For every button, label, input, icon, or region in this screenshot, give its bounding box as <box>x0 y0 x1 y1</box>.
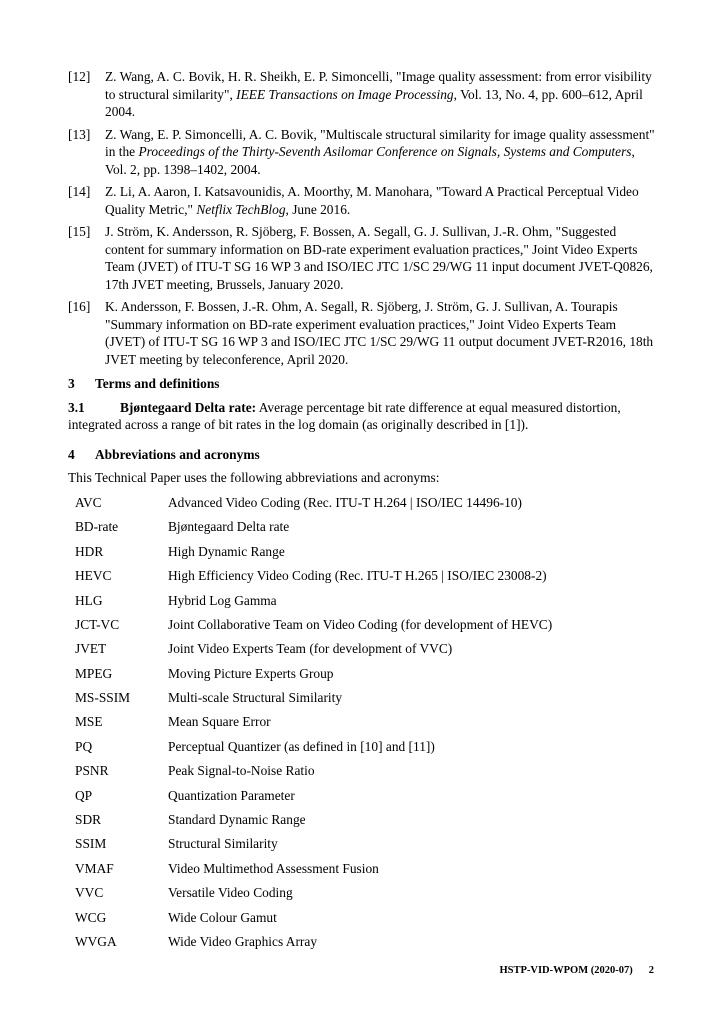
reference-number: [12] <box>68 69 91 84</box>
reference-text-main: Z. Li, A. Aaron, I. Katsavounidis, A. Moorthy, M. Manohara, "Toward A Practical Perceptual Video Quality Metric," <box>105 184 639 217</box>
abbreviations-intro: This Technical Paper uses the following abbreviations and acronyms: <box>68 470 440 485</box>
abbreviation-description: Peak Signal-to-Noise Ratio <box>168 763 315 779</box>
abbreviation-description: Standard Dynamic Range <box>168 812 306 828</box>
footer-page-number: 2 <box>648 965 654 976</box>
abbreviation-term: VVC <box>75 885 104 901</box>
abbreviation-term: MPEG <box>75 665 113 681</box>
page-footer <box>400 965 654 976</box>
abbreviation-row <box>68 612 552 636</box>
footer-doc-id: HSTP-VID-WPOM (2020-07) <box>499 965 633 976</box>
abbreviation-description: Moving Picture Experts Group <box>168 665 334 681</box>
abbreviation-term: JVET <box>75 641 107 657</box>
reference-text-main: Z. Wang, E. P. Simoncelli, A. C. Bovik, "Multiscale structural similarity for image quality assessment" in the <box>105 126 655 159</box>
abbreviation-description: Versatile Video Coding <box>168 885 293 901</box>
reference-number: [15] <box>68 224 91 239</box>
abbreviation-row <box>68 588 552 612</box>
abbreviation-description: High Dynamic Range <box>168 543 285 559</box>
reference-publication: Proceedings of the Thirty-Seventh Asilomar Conference on Signals, Systems and Computers <box>138 144 632 159</box>
abbreviation-term: VMAF <box>75 860 114 876</box>
reference-text <box>105 126 658 179</box>
abbreviation-description: Quantization Parameter <box>168 787 295 803</box>
abbreviation-term: HDR <box>75 543 104 559</box>
abbreviation-term: MSE <box>75 714 103 730</box>
section-4-title: Abbreviations and acronyms <box>95 446 260 462</box>
abbreviation-row <box>68 686 552 710</box>
abbreviation-description: Advanced Video Coding (Rec. ITU-T H.264 | ISO/IEC 14496-10) <box>168 494 522 510</box>
abbreviation-description: Joint Collaborative Team on Video Coding (for development of HEVC) <box>168 616 553 632</box>
abbreviation-row <box>68 734 552 758</box>
reference-item <box>68 126 658 179</box>
abbreviation-row <box>68 759 552 783</box>
section-3-title: Terms and definitions <box>95 376 220 391</box>
abbreviation-row <box>68 881 552 905</box>
reference-text-tail: , Vol. 13, No. 4, pp. 600–612, April 2004. <box>105 86 643 119</box>
reference-number: [13] <box>68 126 91 142</box>
abbreviation-description: Multi-scale Structural Similarity <box>168 690 343 706</box>
reference-text-tail: , Vol. 2, pp. 1398–1402, 2004. <box>105 144 635 177</box>
abbreviations-table <box>68 491 552 954</box>
abbreviation-term: MS-SSIM <box>75 690 131 706</box>
abbreviation-row <box>68 710 552 734</box>
reference-number: [14] <box>68 184 91 199</box>
section-4-number: 4 <box>68 446 75 462</box>
reference-item <box>68 223 658 293</box>
definition-text: Average percentage bit rate difference at equal measured distortion, integrated across a range of bit rates in the log domain (as originally described in [1]). <box>68 399 621 432</box>
section-3-number: 3 <box>68 376 75 391</box>
abbreviation-term: PSNR <box>75 763 109 779</box>
reference-list <box>68 68 658 368</box>
definition-3-1 <box>68 399 658 434</box>
abbreviation-term: PQ <box>75 738 93 754</box>
abbreviation-row <box>68 661 552 685</box>
abbreviation-term: SDR <box>75 812 102 828</box>
abbreviation-row <box>68 930 552 954</box>
reference-text-main: K. Andersson, F. Bossen, J.-R. Ohm, A. Segall, R. Sjöberg, J. Ström, G. J. Sullivan, A. Tourapis "Summary information on BD-rate experiment evaluation practices," Joint Video Experts Team (JVET) of ITU-T SG 16 WP 3 and ISO/IEC JTC 1/SC 29/WG 11 output document JVET-R2016, 18th JVET meeting by teleconference, April 2020. <box>105 299 654 367</box>
abbreviation-row <box>68 832 552 856</box>
abbreviation-term: WCG <box>75 909 107 925</box>
reference-item <box>68 68 658 121</box>
abbreviation-description: Bjøntegaard Delta rate <box>168 519 290 535</box>
abbreviation-description: Joint Video Experts Team (for development of VVC) <box>168 641 453 657</box>
abbreviation-term: QP <box>75 787 93 803</box>
reference-text <box>105 183 658 218</box>
section-4-heading <box>68 446 658 464</box>
reference-text <box>105 68 658 121</box>
abbreviation-row <box>68 515 552 539</box>
reference-item <box>68 298 658 368</box>
reference-text-main: J. Ström, K. Andersson, R. Sjöberg, F. Bossen, A. Segall, G. J. Sullivan, J.-R. Ohm, "Suggested content for summary information on BD-rate experiment evaluation practices," Joint Video Experts Team (JVET) of ITU-T SG 16 WP 3 and ISO/IEC JTC 1/SC 29/WG 11 input document JVET-Q0826, 17th JVET meeting, Brussels, January 2020. <box>105 224 653 292</box>
abbreviation-term: BD-rate <box>75 519 119 535</box>
abbreviation-row <box>68 539 552 563</box>
abbreviation-row <box>68 905 552 929</box>
reference-item <box>68 183 658 218</box>
reference-text <box>105 298 658 368</box>
abbreviation-description: Wide Video Graphics Array <box>168 933 318 949</box>
abbreviation-term: SSIM <box>75 836 107 852</box>
abbreviation-description: Mean Square Error <box>168 714 271 730</box>
abbreviation-row <box>68 564 552 588</box>
abbreviation-row <box>68 783 552 807</box>
definition-term: Bjøntegaard Delta rate: <box>120 399 257 415</box>
abbreviation-term: JCT-VC <box>75 616 120 632</box>
reference-text <box>105 223 658 293</box>
reference-publication: Netflix TechBlog <box>196 201 286 217</box>
abbreviation-term: WVGA <box>75 933 117 949</box>
abbreviation-description: High Efficiency Video Coding (Rec. ITU-T H.265 | ISO/IEC 23008-2) <box>168 568 547 584</box>
document-page <box>68 68 658 954</box>
abbreviation-row <box>68 491 552 515</box>
abbreviation-description: Hybrid Log Gamma <box>168 592 277 608</box>
abbreviation-row <box>68 637 552 661</box>
abbreviation-term: AVC <box>75 494 102 510</box>
reference-number: [16] <box>68 299 91 314</box>
abbreviation-description: Video Multimethod Assessment Fusion <box>168 860 379 876</box>
reference-publication: IEEE Transactions on Image Processing <box>236 86 454 102</box>
abbreviation-description: Structural Similarity <box>168 836 278 852</box>
reference-text-tail: , June 2016. <box>285 201 351 217</box>
abbreviation-term: HLG <box>75 592 103 608</box>
abbreviation-row <box>68 808 552 832</box>
definition-number: 3.1 <box>68 399 85 415</box>
abbreviation-description: Wide Colour Gamut <box>168 909 277 925</box>
abbreviation-description: Perceptual Quantizer (as defined in [10] and [11]) <box>168 738 435 754</box>
section-3-heading <box>68 375 658 393</box>
abbreviation-row <box>68 856 552 880</box>
reference-text-main: Z. Wang, A. C. Bovik, H. R. Sheikh, E. P. Simoncelli, "Image quality assessment: from error visibility to structural similarity", <box>105 69 652 102</box>
abbreviation-term: HEVC <box>75 568 112 584</box>
